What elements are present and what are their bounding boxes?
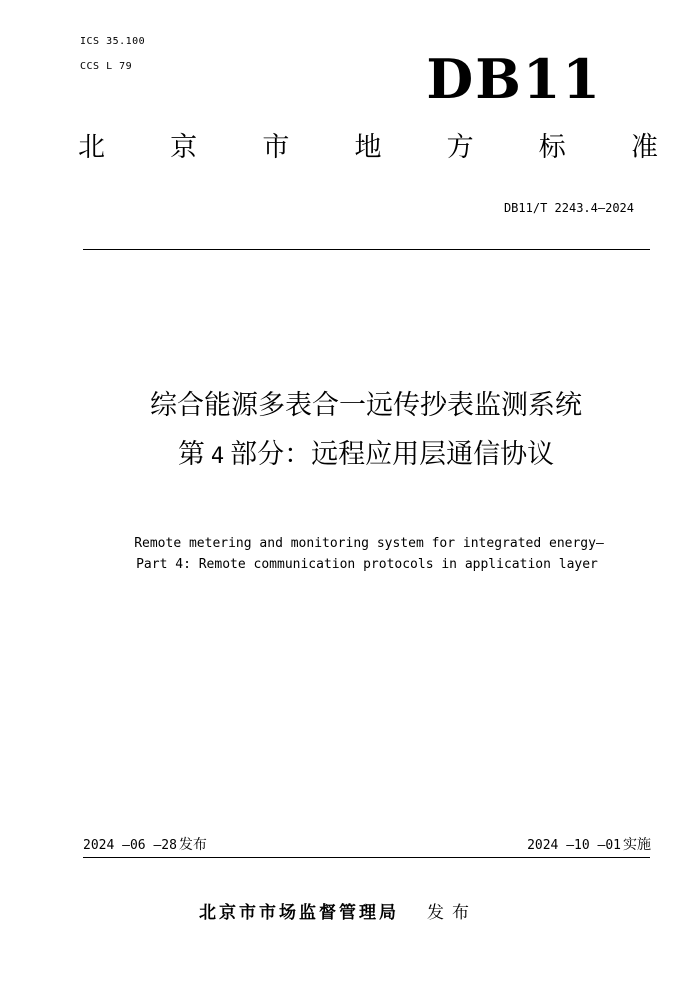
publish-date-value: 2024 —06 —28 bbox=[83, 838, 177, 853]
ccs-code: CCS L 79 bbox=[80, 61, 133, 72]
implement-date-label: 实施 bbox=[623, 837, 651, 853]
issuer-verb: 发布 bbox=[427, 903, 477, 923]
standard-logo: DB11 bbox=[426, 47, 602, 111]
title-part-number: 4 bbox=[210, 444, 225, 469]
title-cn-line1: 综合能源多表合一远传抄表监测系统 bbox=[150, 390, 582, 421]
ics-code: ICS 35.100 bbox=[80, 36, 146, 47]
standard-type-char: 北 bbox=[78, 132, 105, 163]
standard-type-char: 方 bbox=[446, 132, 474, 163]
standard-type bbox=[78, 134, 658, 161]
implement-date bbox=[527, 838, 651, 852]
standard-type-char: 地 bbox=[354, 132, 382, 163]
standard-type-char: 标 bbox=[538, 132, 566, 163]
issuer bbox=[199, 905, 477, 922]
standard-type-char: 准 bbox=[630, 132, 658, 163]
standard-number: DB11/T 2243.4—2024 bbox=[503, 201, 634, 215]
publish-date bbox=[83, 838, 207, 852]
title-en-line2: Part 4: Remote communication protocols in application layer bbox=[136, 557, 598, 572]
title-en-line1: Remote metering and monitoring system for integrated energy— bbox=[134, 536, 604, 551]
issuer-name: 北京市市场监督管理局 bbox=[199, 903, 399, 923]
top-divider bbox=[83, 249, 650, 250]
implement-date-value: 2024 —10 —01 bbox=[527, 838, 621, 853]
standard-type-char: 京 bbox=[170, 132, 198, 163]
bottom-divider bbox=[83, 857, 650, 858]
title-cn-line2 bbox=[16, 441, 700, 468]
title-part-prefix: 第 bbox=[177, 439, 205, 470]
title-part-suffix: 部分：远程应用层通信协议 bbox=[230, 439, 555, 470]
publish-date-label: 发布 bbox=[178, 837, 207, 853]
standard-type-char: 市 bbox=[262, 132, 290, 163]
